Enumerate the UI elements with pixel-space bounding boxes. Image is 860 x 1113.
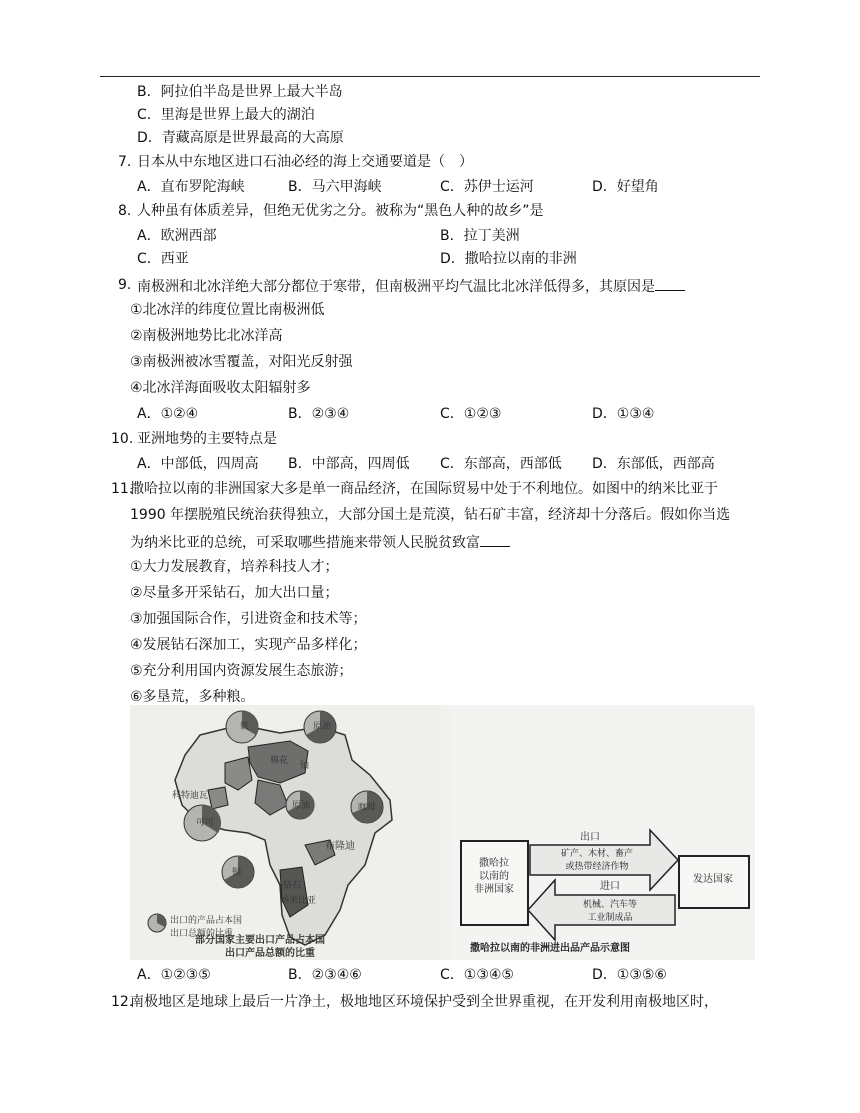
q7-number: 7. bbox=[118, 154, 132, 170]
q8-option-b[interactable]: B．拉丁美洲 bbox=[440, 228, 520, 244]
q11-stem-line2: 1990 年摆脱殖民统治获得独立，大部分国土是荒漠，钻石矿丰富，经济却十分落后。假如你当选 bbox=[130, 507, 731, 523]
q11-item-6: ⑥多垦荒，多种粮。 bbox=[130, 689, 255, 705]
q9-item-4: ④北冰洋海面吸收太阳辐射多 bbox=[130, 380, 311, 396]
q7-option-d[interactable]: D．好望角 bbox=[592, 179, 659, 195]
answer-blank[interactable] bbox=[480, 532, 510, 547]
q8-option-a[interactable]: A．欧洲西部 bbox=[137, 228, 217, 244]
pie-chart-legend bbox=[148, 914, 166, 932]
q6-option-c[interactable]: C．里海是世界上最大的湖泊 bbox=[137, 107, 315, 123]
map-caption-line1: 部分国家主要出口产品占本国 bbox=[195, 935, 325, 946]
q11-option-a[interactable]: A．①②③⑤ bbox=[137, 967, 211, 983]
map-label-oil-central: 原油 bbox=[292, 801, 311, 811]
flow-import-goods: 机械、汽车等 工业制成品 bbox=[582, 900, 637, 923]
map-label-namibia: 纳米比亚 bbox=[280, 896, 317, 906]
map-caption-line2: 出口产品总额的比重 bbox=[225, 948, 315, 959]
q8-option-d[interactable]: D．撒哈拉以南的非洲 bbox=[440, 251, 577, 267]
q11-item-5: ⑤充分利用国内资源发展生态旅游； bbox=[130, 663, 353, 679]
q8-number: 8. bbox=[118, 203, 132, 219]
q10-option-c[interactable]: C．东部高，西部低 bbox=[440, 456, 562, 472]
q11-item-2: ②尽量多开采钻石，加大出口量； bbox=[130, 585, 339, 601]
q8-stem: 人种虽有体质差异，但绝无优劣之分。被称为“黑色人种的故乡”是 bbox=[137, 203, 544, 219]
map-label-cocoa: 可可 bbox=[196, 818, 215, 828]
q7-option-b[interactable]: B．马六甲海峡 bbox=[288, 179, 382, 195]
q9-stem bbox=[137, 276, 685, 296]
q9-number: 9. bbox=[118, 277, 132, 293]
map-label-copper: 铜 bbox=[232, 868, 242, 878]
trade-flow-diagram bbox=[450, 705, 755, 960]
q9-item-3: ③南极洲被冰雪覆盖，对阳光反射强 bbox=[130, 354, 353, 370]
q8-option-c[interactable]: C．西亚 bbox=[137, 251, 189, 267]
answer-blank[interactable] bbox=[655, 276, 685, 291]
q11-figure bbox=[130, 705, 755, 960]
flow-box-africa-text: 撒哈拉 以南的 非洲国家 bbox=[474, 858, 514, 895]
q11-stem-line3 bbox=[130, 532, 510, 552]
africa-export-map bbox=[130, 705, 440, 960]
flow-export-goods: 矿产、木材、畜产 或热带经济作物 bbox=[560, 849, 633, 872]
q10-option-d[interactable]: D．东部低，西部高 bbox=[592, 456, 715, 472]
q11-item-1: ①大力发展教育，培养科技人才； bbox=[130, 559, 339, 575]
map-label-uranium: 铀 bbox=[300, 761, 310, 771]
q12-number: 12. bbox=[111, 994, 134, 1010]
map-label-cotton: 棉花 bbox=[270, 756, 289, 766]
map-label-oil-north: 原油 bbox=[313, 722, 332, 732]
q9-item-1: ①北冰洋的纬度位置比南极洲低 bbox=[130, 302, 325, 318]
flow-import-label: 进口 bbox=[600, 881, 620, 892]
q11-number: 11. bbox=[111, 481, 134, 497]
map-label-diamond: 钻石 bbox=[283, 881, 302, 891]
q11-item-4: ④发展钻石深加工，实现产品多样化； bbox=[130, 637, 367, 653]
q9-option-a[interactable]: A．①②④ bbox=[137, 406, 199, 422]
q6-option-b[interactable]: B．阿拉伯半岛是世界上最大半岛 bbox=[137, 84, 343, 100]
q11-option-d[interactable]: D．①③⑤⑥ bbox=[592, 967, 667, 983]
q9-option-b[interactable]: B．②③④ bbox=[288, 406, 350, 422]
q12-stem: 南极地区是地球上最后一片净土，极地地区环境保护受到全世界重视，在开发利用南极地区时， bbox=[130, 994, 718, 1010]
map-label-coffee: 咖啡 bbox=[358, 803, 377, 813]
q11-item-3: ③加强国际合作，引进资金和技术等； bbox=[130, 611, 367, 627]
q9-stem-text: 南极洲和北冰洋绝大部分都位于寒带，但南极洲平均气温比北冰洋低得多，其原因是 bbox=[137, 279, 655, 295]
q7-option-a[interactable]: A．直布罗陀海峡 bbox=[137, 179, 245, 195]
q11-option-b[interactable]: B．②③④⑥ bbox=[288, 967, 362, 983]
map-label-iron: 铁 bbox=[240, 722, 250, 732]
q11-option-c[interactable]: C．①③④⑤ bbox=[440, 967, 514, 983]
flow-box-developed-text: 发达国家 bbox=[693, 874, 733, 885]
q10-number: 10. bbox=[111, 431, 134, 447]
map-label-burundi: 布隆迪 bbox=[325, 841, 355, 852]
q10-option-a[interactable]: A．中部低，四周高 bbox=[137, 456, 259, 472]
map-label-cotedivoire: 科特迪瓦 bbox=[172, 791, 209, 801]
q9-item-2: ②南极洲地势比北冰洋高 bbox=[130, 328, 283, 344]
q9-option-d[interactable]: D．①③④ bbox=[592, 406, 655, 422]
highlight-cotedivoire bbox=[208, 787, 228, 809]
flow-caption: 撒哈拉以南的非洲进出品产品示意图 bbox=[470, 943, 630, 954]
q10-stem: 亚洲地势的主要特点是 bbox=[137, 431, 277, 447]
q7-stem: 日本从中东地区进口石油必经的海上交通要道是（ ） bbox=[137, 154, 473, 170]
q11-stem-line1: 撒哈拉以南的非洲国家大多是单一商品经济，在国际贸易中处于不利地位。如图中的纳米比亚于 bbox=[130, 481, 718, 497]
map-legend-text: 出口的产品占本国 出口总额的比重 bbox=[170, 916, 243, 939]
q11-stem-line3-text: 为纳米比亚的总统，可采取哪些措施来带领人民脱贫致富 bbox=[130, 535, 480, 551]
q9-option-c[interactable]: C．①②③ bbox=[440, 406, 502, 422]
q6-option-d[interactable]: D．青藏高原是世界最高的大高原 bbox=[137, 130, 344, 146]
q7-option-c[interactable]: C．苏伊士运河 bbox=[440, 179, 534, 195]
q10-option-b[interactable]: B．中部高，四周低 bbox=[288, 456, 410, 472]
flow-export-label: 出口 bbox=[580, 832, 600, 843]
header-rule bbox=[100, 76, 760, 77]
